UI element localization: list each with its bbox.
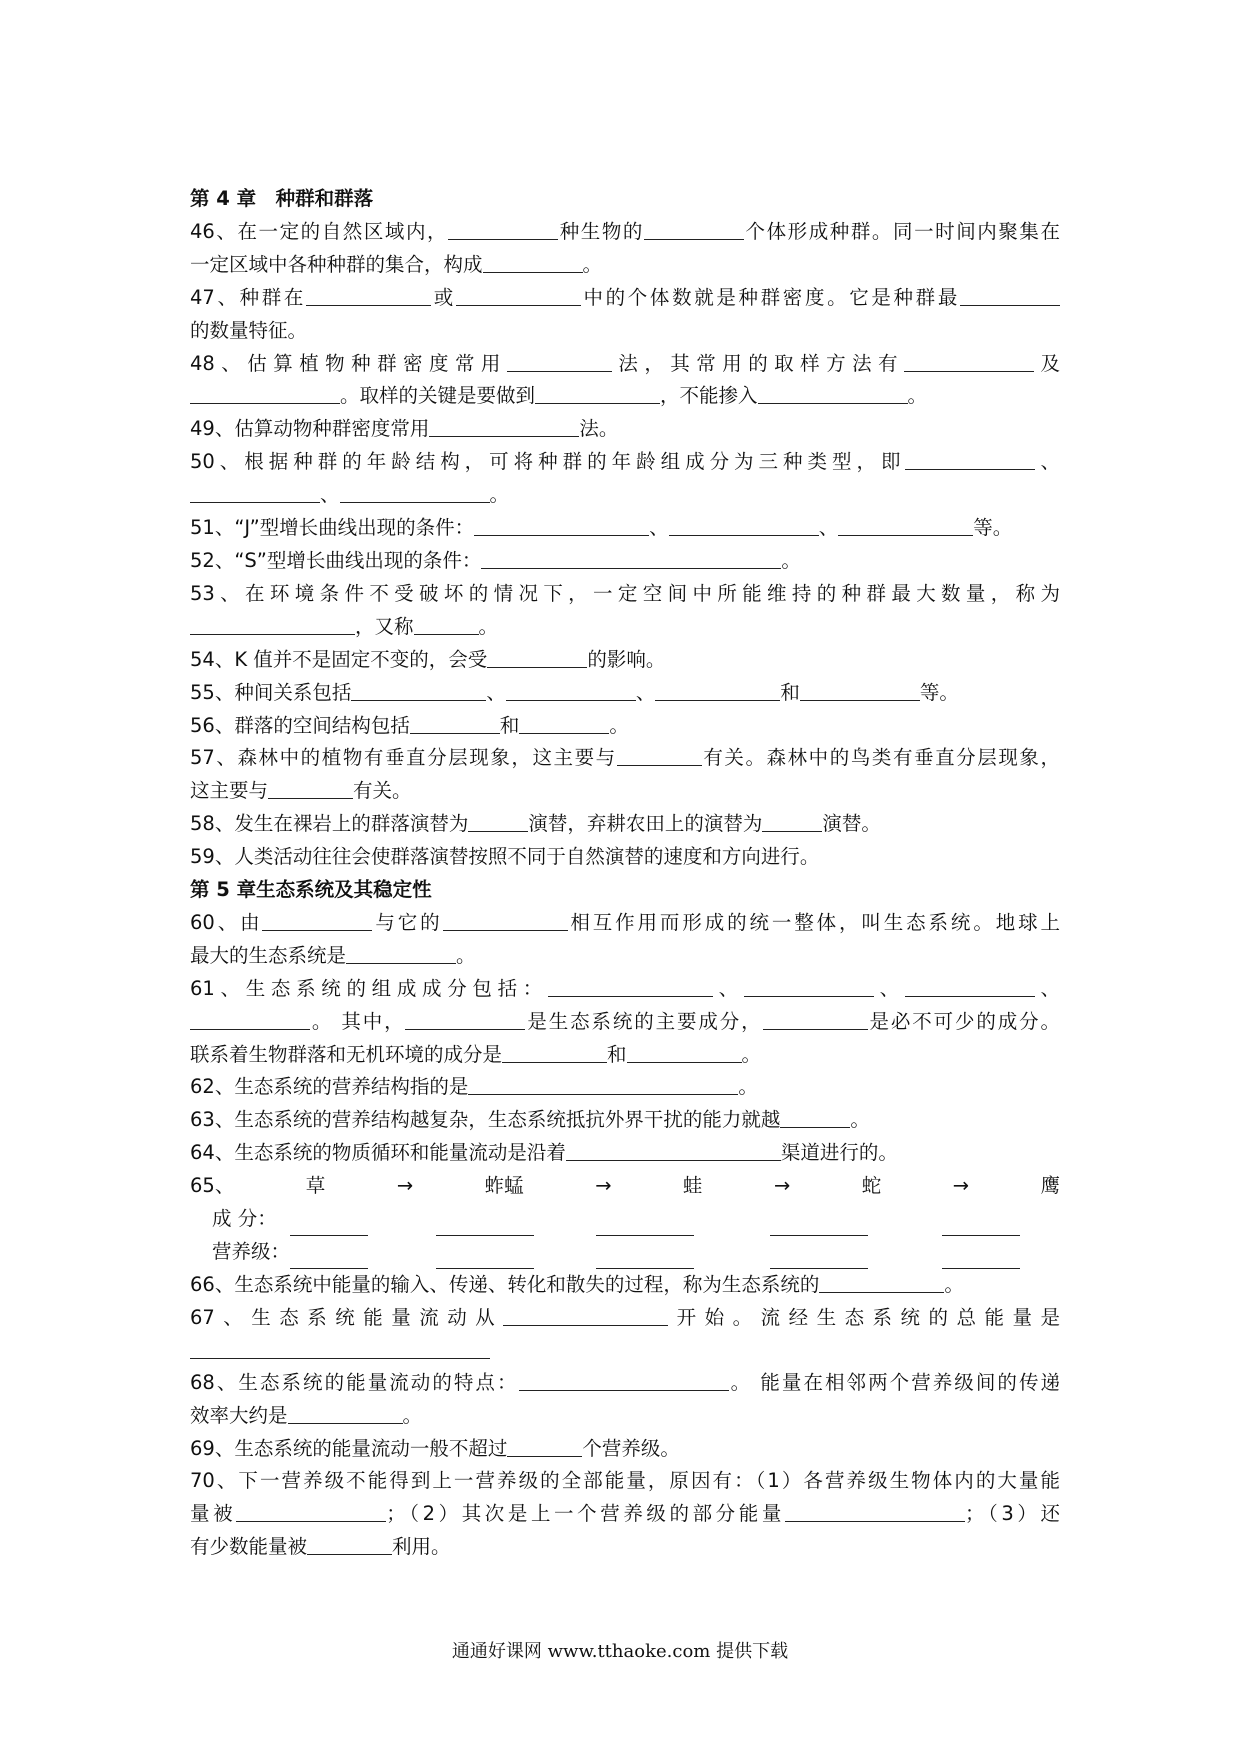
q70-line2: 量被 ；（2）其次是上一个营养级的部分能量 ；（3）还 <box>190 1502 1060 1526</box>
page-footer: 通通好课网 www.tthaoke.com 提供下载 <box>451 1641 789 1662</box>
blank[interactable] <box>596 1213 694 1236</box>
blank[interactable] <box>744 977 874 997</box>
q66: 66、生态系统中能量的输入、传递、转化和散失的过程，称为生态系统的 。 <box>190 1272 964 1296</box>
blank[interactable] <box>770 1213 868 1236</box>
q51: 51、“J”型增长曲线出现的条件： 、 、 等。 <box>190 516 1013 540</box>
blank[interactable] <box>487 648 587 668</box>
blank[interactable] <box>414 615 479 635</box>
q62: 62、生态系统的营养结构指的是 。 <box>190 1075 758 1099</box>
blank[interactable] <box>483 253 583 273</box>
blank[interactable] <box>905 977 1035 997</box>
blank[interactable] <box>346 944 456 964</box>
blank[interactable] <box>819 1273 944 1293</box>
blank[interactable] <box>340 483 490 503</box>
blank[interactable] <box>838 516 973 536</box>
q56: 56、群落的空间结构包括 和 。 <box>190 713 629 737</box>
q60-line2: 最大的生态系统是 。 <box>190 943 476 967</box>
blank[interactable] <box>960 286 1060 306</box>
q61-line1: 61、生态系统的组成成分包括： 、 、 、 <box>190 976 1060 1000</box>
blank[interactable] <box>502 1043 607 1063</box>
q57-line2: 这主要与 有关。 <box>190 779 412 803</box>
q48-line2: 。取样的关键是要做到 ，不能掺入 。 <box>190 380 1060 413</box>
blank[interactable] <box>307 1535 392 1555</box>
blank[interactable] <box>507 1437 582 1457</box>
q68-line2: 效率大约是 。 <box>190 1403 423 1427</box>
blank[interactable] <box>405 1010 525 1030</box>
chain-item: 蛇 <box>861 1174 882 1198</box>
blank[interactable] <box>758 384 908 404</box>
blank[interactable] <box>443 911 568 931</box>
blank[interactable] <box>190 1339 490 1359</box>
blank[interactable] <box>351 681 486 701</box>
blank[interactable] <box>506 681 636 701</box>
q48-line1: 48、估算植物种群密度常用 法，其常用的取样方法有 及 <box>190 351 1060 375</box>
blank[interactable] <box>596 1246 694 1269</box>
worksheet <box>190 183 1060 1564</box>
blank[interactable] <box>519 714 609 734</box>
chain-item: 鹰 <box>1040 1174 1060 1198</box>
arrow: → <box>595 1174 612 1198</box>
arrow: → <box>396 1174 414 1198</box>
blank[interactable] <box>268 779 353 799</box>
blank[interactable] <box>468 812 528 832</box>
blank[interactable] <box>190 615 355 635</box>
blank[interactable] <box>436 1213 534 1236</box>
q60-line1: 60、由 与它的 相互作用而形成的统一整体，叫生态系统。地球上 <box>190 910 1060 934</box>
blank[interactable] <box>669 516 819 536</box>
blank[interactable] <box>456 286 581 306</box>
q47-line1: 47、种群在 或 中的个体数就是种群密度。它是种群最 <box>190 282 1060 315</box>
blank[interactable] <box>236 1502 386 1522</box>
blank[interactable] <box>481 549 781 569</box>
q69: 69、生态系统的能量流动一般不超过 个营养级。 <box>190 1436 680 1460</box>
blank[interactable] <box>762 812 822 832</box>
blank[interactable] <box>780 1108 850 1128</box>
blank[interactable] <box>288 1404 403 1424</box>
q61-line3: 联系着生物群落和无机环境的成分是 和 。 <box>190 1042 762 1066</box>
arrow: → <box>952 1174 970 1198</box>
q46-line1: 46、在一定的自然区域内， 种生物的 个体形成种群。同一时间内聚集在 <box>190 219 1060 243</box>
q50-line2: 、 。 <box>190 479 1060 512</box>
blank[interactable] <box>436 1246 534 1269</box>
q61-line2: 。 其中， 是生态系统的主要成分， 是必不可少的成分。 <box>190 1006 1060 1039</box>
blank[interactable] <box>942 1246 1020 1269</box>
chapter-5-title: 第 5 章生态系统及其稳定性 <box>190 878 432 902</box>
q67-line2 <box>190 1335 1060 1367</box>
blank[interactable] <box>548 977 713 997</box>
q65-food-chain: 65、 草 → 蚱蜢 → 蛙 → 蛇 → 鹰 <box>190 1170 1060 1203</box>
q67-line1: 67、生态系统能量流动从 开始。流经生态系统的总能量是 <box>190 1305 1060 1329</box>
blank[interactable] <box>905 450 1035 470</box>
blank[interactable] <box>410 714 500 734</box>
chain-item: 蚱蜢 <box>484 1174 524 1198</box>
blank[interactable] <box>290 1246 368 1269</box>
q63: 63、生态系统的营养结构越复杂，生态系统抵抗外界干扰的能力就越 。 <box>190 1108 870 1132</box>
blank[interactable] <box>904 352 1034 372</box>
q50-line1: 50、根据种群的年龄结构，可将种群的年龄组成分为三种类型，即 、 <box>190 450 1060 474</box>
blank[interactable] <box>770 1246 868 1269</box>
q65-row-trophic-levels: 营养级： <box>190 1236 1060 1269</box>
blank[interactable] <box>617 746 702 766</box>
blank[interactable] <box>290 1213 368 1236</box>
blank[interactable] <box>535 384 660 404</box>
blank[interactable] <box>800 681 920 701</box>
q49: 49、估算动物种群密度常用 法。 <box>190 417 619 441</box>
q53-line2: ，又称 。 <box>190 611 1060 644</box>
blank[interactable] <box>190 384 340 404</box>
q52: 52、“S”型增长曲线出现的条件： 。 <box>190 548 801 572</box>
blank[interactable] <box>503 1306 668 1326</box>
q58: 58、发生在裸岩上的群落演替为 演替，弃耕农田上的演替为 演替。 <box>190 812 881 836</box>
q54: 54、K 值并不是固定不变的，会受 的影响。 <box>190 647 666 671</box>
arrow: → <box>773 1174 791 1198</box>
q68-line1: 68、生态系统的能量流动的特点： 。 能量在相邻两个营养级间的传递 <box>190 1370 1060 1394</box>
q59: 59、人类活动往往会使群落演替按照不同于自然演替的速度和方向进行。 <box>190 845 820 869</box>
blank[interactable] <box>763 1010 868 1030</box>
blank[interactable] <box>785 1502 965 1522</box>
q55: 55、种间关系包括 、 、 和 等。 <box>190 680 959 704</box>
blank[interactable] <box>448 220 558 240</box>
chain-item: 蛙 <box>682 1174 703 1198</box>
chapter-4-title: 第 4 章 种群和群落 <box>190 187 374 210</box>
blank[interactable] <box>627 1043 742 1063</box>
blank[interactable] <box>644 220 744 240</box>
blank[interactable] <box>519 1371 729 1391</box>
q65-row-components: 成 分： <box>190 1203 1060 1236</box>
blank[interactable] <box>942 1213 1020 1236</box>
blank[interactable] <box>190 1010 310 1030</box>
q53-line1: 53、在环境条件不受破坏的情况下，一定空间中所能维持的种群最大数量，称为 <box>190 581 1060 605</box>
blank[interactable] <box>306 286 431 306</box>
blank[interactable] <box>262 911 372 931</box>
chain-item: 草 <box>305 1174 326 1198</box>
blank[interactable] <box>468 1075 738 1095</box>
blank[interactable] <box>190 483 320 503</box>
q57-line1: 57、森林中的植物有垂直分层现象，这主要与 有关。森林中的鸟类有垂直分层现象， <box>190 746 1060 770</box>
blank[interactable] <box>655 681 780 701</box>
blank[interactable] <box>507 352 612 372</box>
blank[interactable] <box>429 417 579 437</box>
q47-line2: 的数量特征。 <box>190 318 308 342</box>
q46-line2: 一定区域中各种种群的集合，构成 。 <box>190 252 603 276</box>
blank[interactable] <box>474 516 649 536</box>
q70-line1: 70、下一营养级不能得到上一营养级的全部能量，原因有：（1）各营养级生物体内的大量能 <box>190 1469 1060 1493</box>
q70-line3: 有少数能量被 利用。 <box>190 1535 451 1559</box>
q64: 64、生态系统的物质循环和能量流动是沿着 渠道进行的。 <box>190 1141 898 1165</box>
blank[interactable] <box>566 1141 781 1161</box>
